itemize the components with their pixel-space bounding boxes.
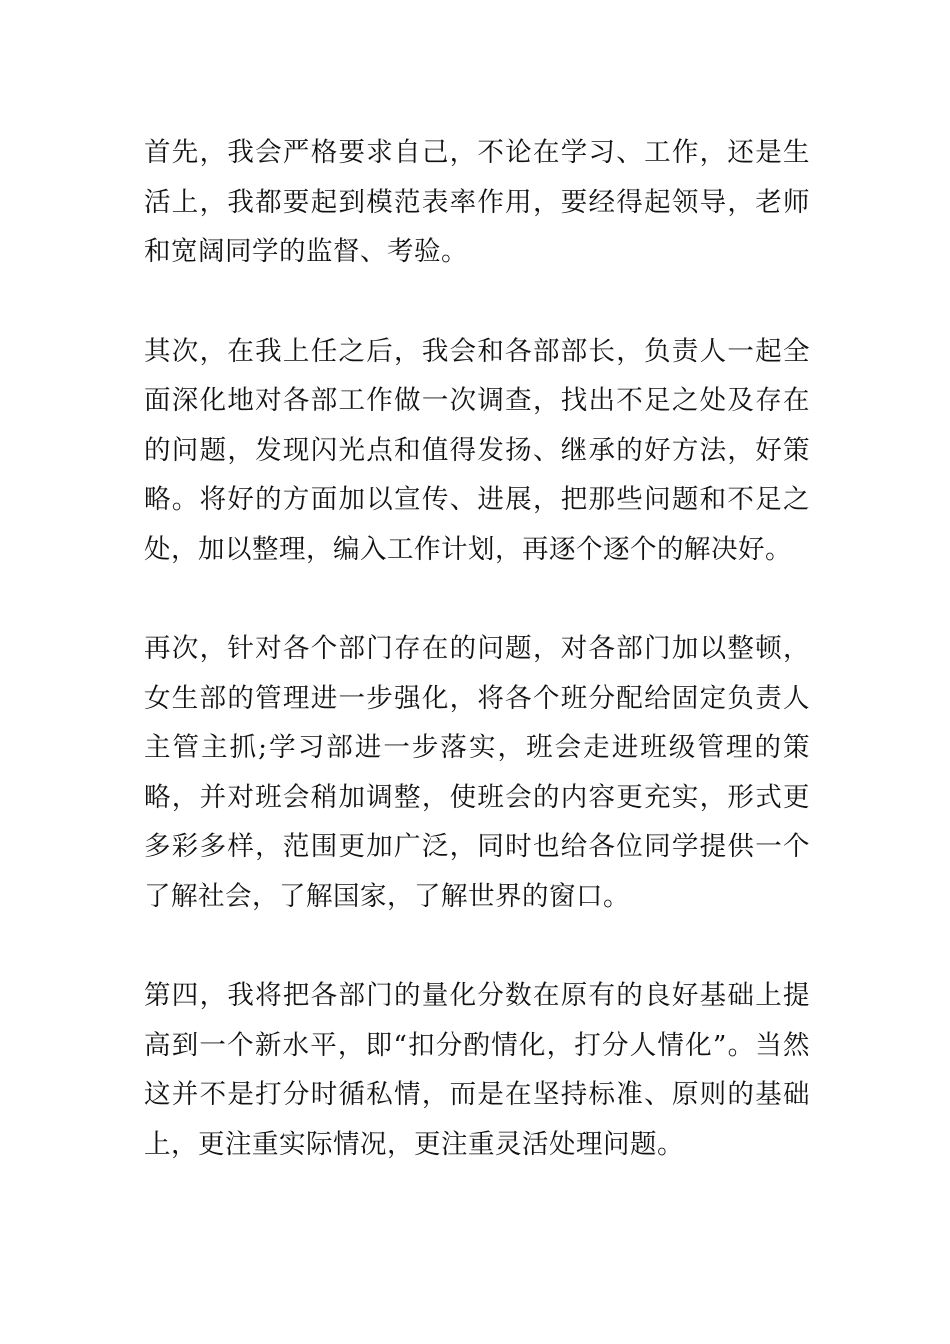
paragraph-2: 其次，在我上任之后，我会和各部部长，负责人一起全面深化地对各部工作做一次调查，找出不足之处及存在的问题，发现闪光点和值得发扬、继承的好方法，好策略。将好的方面加以宣传、进展，把那些问题和不足之处，加以整理，编入工作计划，再逐个逐个的解决好。	[144, 335, 810, 565]
paragraph-4: 第四，我将把各部门的量化分数在原有的良好基础上提高到一个新水平，即“扣分酌情化，打分人情化”。当然这并不是打分时循私情，而是在坚持标准、原则的基础上，更注重实际情况，更注重灵活处理问题。	[144, 980, 810, 1160]
paragraph-1: 首先，我会严格要求自己，不论在学习、工作，还是生活上，我都要起到模范表率作用，要经得起领导，老师和宽阔同学的监督、考验。	[144, 137, 810, 267]
paragraph-3: 再次，针对各个部门存在的问题，对各部门加以整顿，女生部的管理进一步强化，将各个班分配给固定负责人主管主抓;学习部进一步落实，班会走进班级管理的策略，并对班会稍加调整，使班会的内容更充实，形式更多彩多样，范围更加广泛，同时也给各位同学提供一个了解社会，了解国家，了解世界的窗口。	[144, 633, 810, 912]
document-page	[144, 128, 810, 1219]
